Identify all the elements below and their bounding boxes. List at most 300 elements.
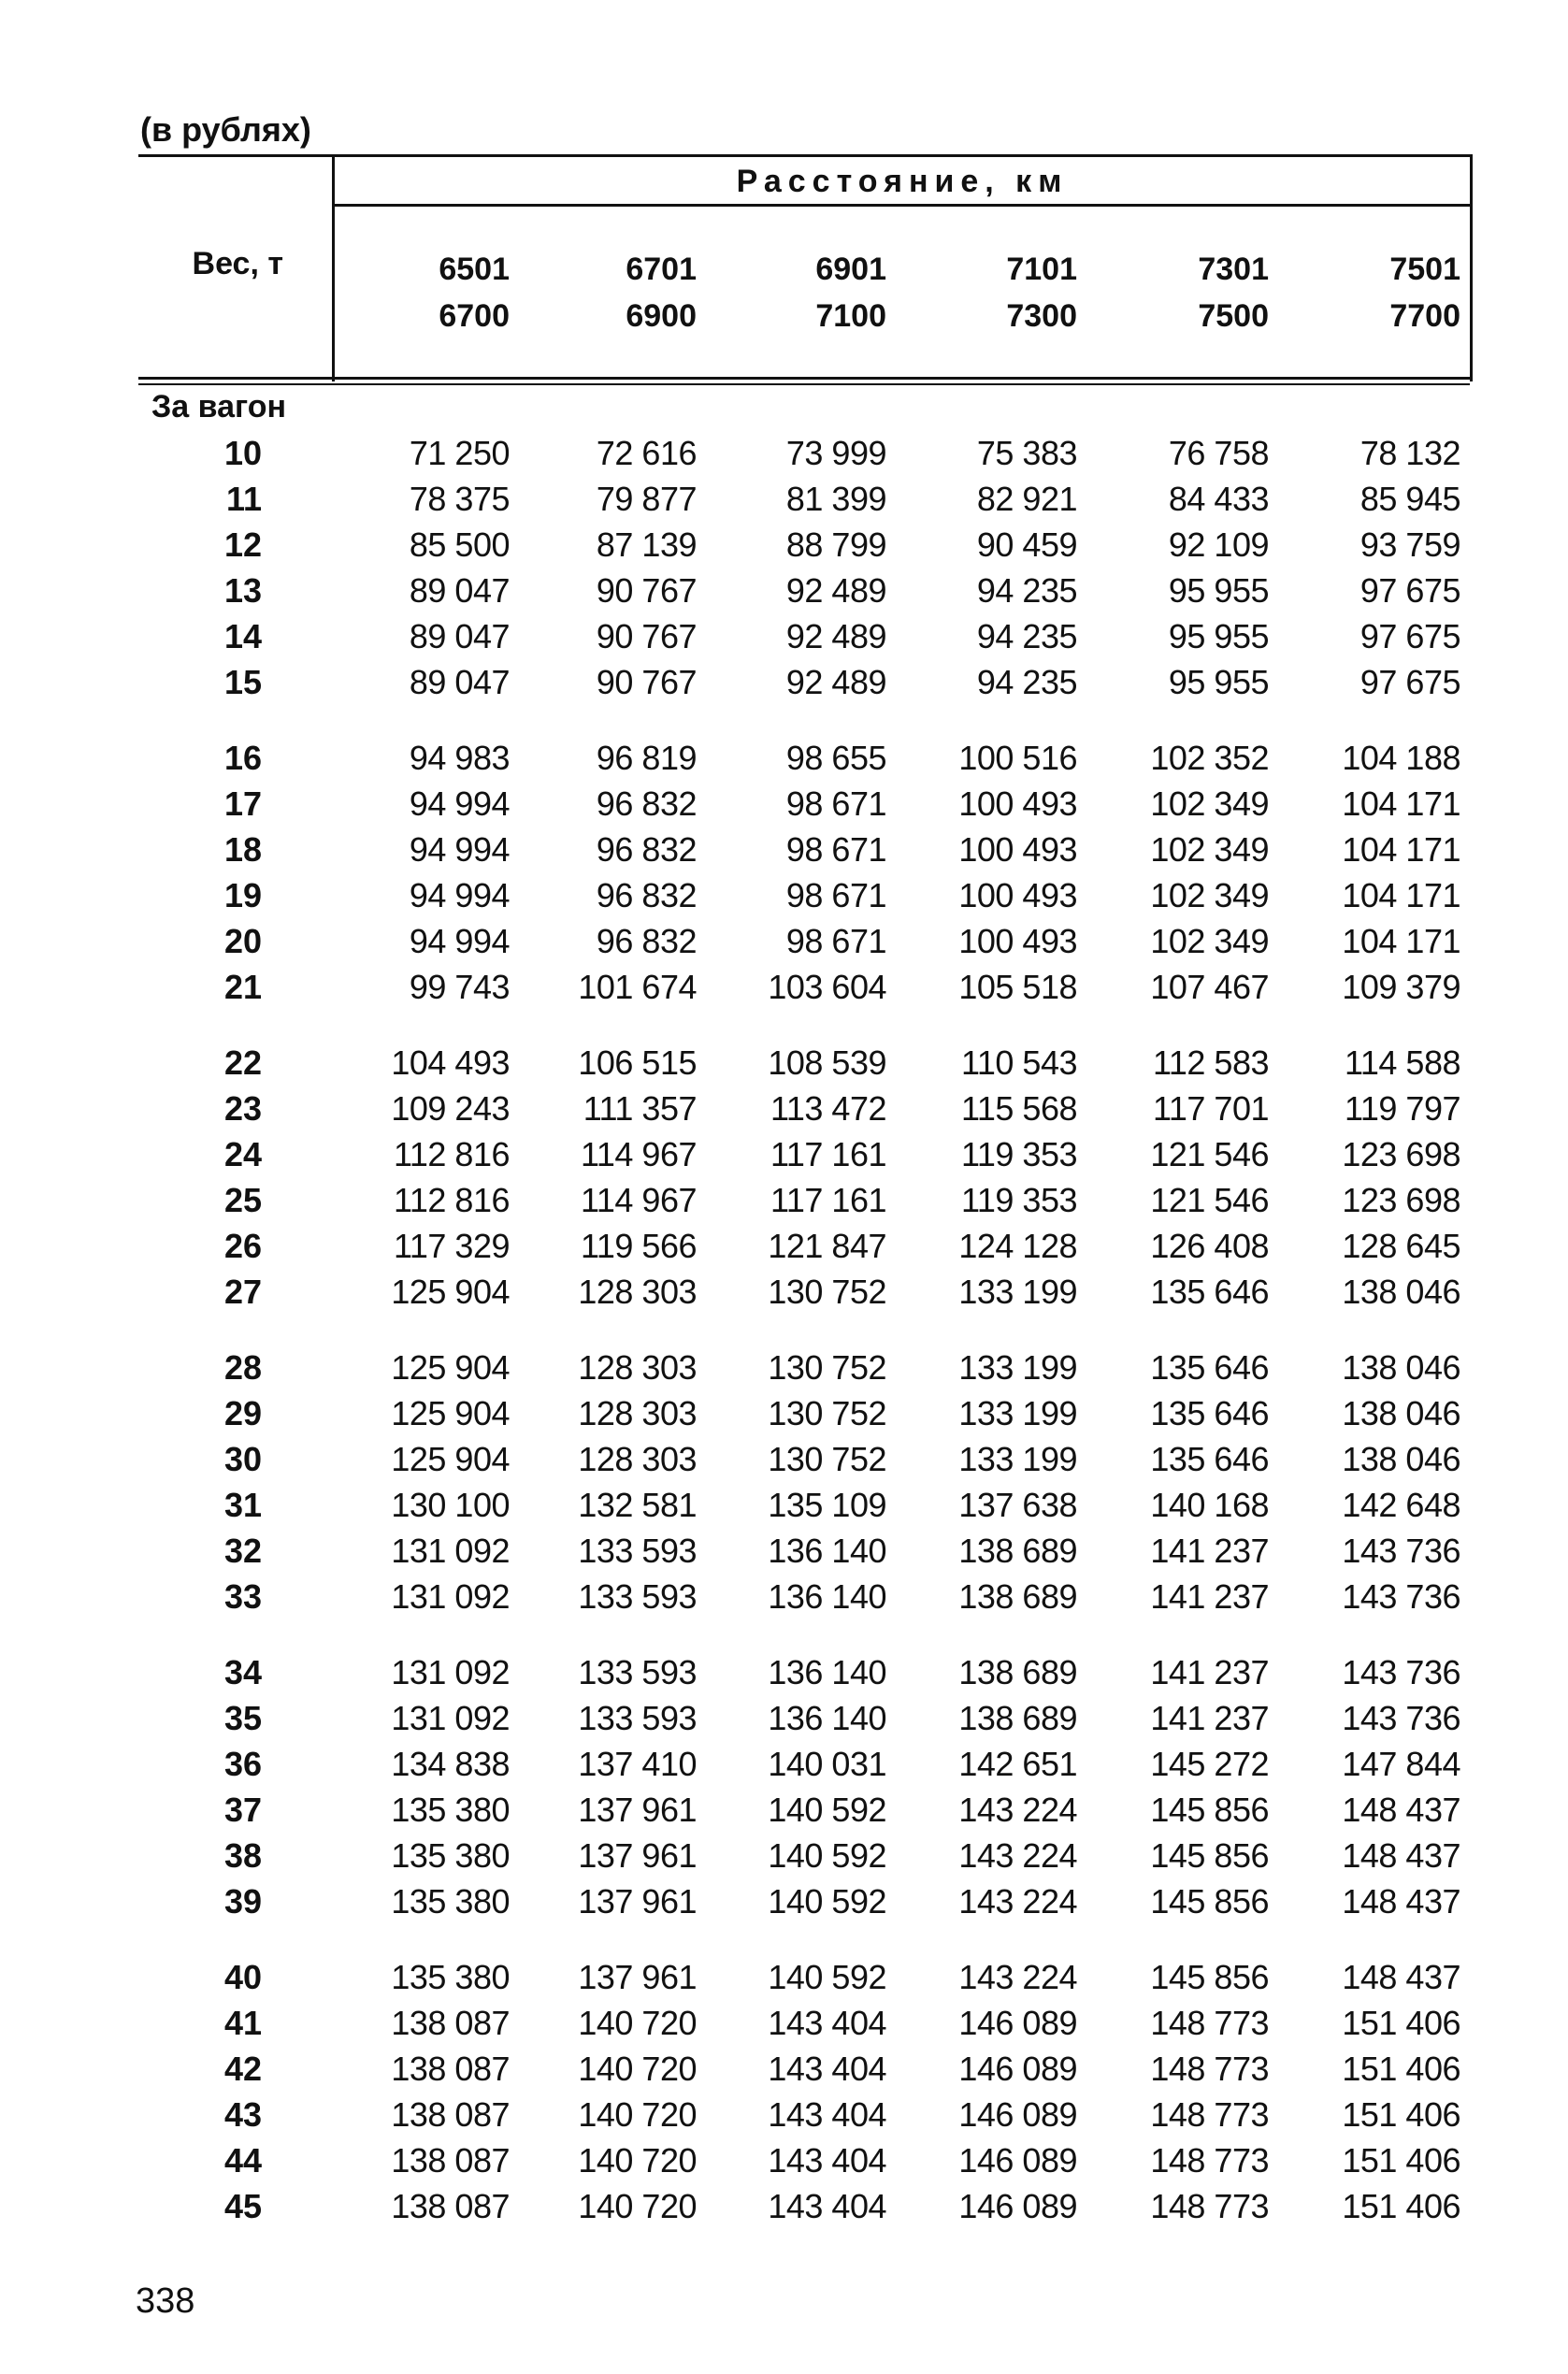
price-cell: 101 674 <box>578 968 697 1006</box>
price-cell: 151 406 <box>1342 2095 1460 2134</box>
price-cell: 133 199 <box>958 1348 1077 1387</box>
distance-range-to: 6900 <box>626 298 697 334</box>
price-cell: 135 380 <box>391 1882 510 1921</box>
distance-range-to: 7500 <box>1198 298 1269 334</box>
price-cell: 136 140 <box>768 1699 886 1737</box>
price-cell: 106 515 <box>578 1043 697 1082</box>
price-cell: 134 838 <box>391 1745 510 1783</box>
price-cell: 141 237 <box>1150 1577 1269 1616</box>
distance-range-to: 7300 <box>1006 298 1077 334</box>
price-cell: 136 140 <box>768 1577 886 1616</box>
price-cell: 126 408 <box>1150 1227 1269 1265</box>
price-cell: 82 921 <box>976 480 1077 518</box>
distance-range-from: 7501 <box>1389 252 1460 287</box>
table-row <box>0 1528 1568 1574</box>
price-cell: 138 046 <box>1342 1394 1460 1432</box>
distance-range-from: 6901 <box>815 252 886 287</box>
price-cell: 138 087 <box>391 2141 510 2180</box>
price-cell: 148 773 <box>1150 2095 1269 2134</box>
price-cell: 137 961 <box>578 1958 697 1996</box>
distance-range-to: 6700 <box>439 298 510 334</box>
table-row <box>0 2092 1568 2137</box>
price-cell: 98 655 <box>785 739 886 777</box>
price-cell: 119 353 <box>961 1181 1077 1219</box>
weight-cell: 26 <box>223 1227 262 1265</box>
weight-cell: 44 <box>223 2141 262 2180</box>
price-cell: 147 844 <box>1342 1745 1460 1783</box>
price-cell: 92 109 <box>1168 525 1269 564</box>
price-cell: 95 955 <box>1168 571 1269 610</box>
price-cell: 143 404 <box>768 2141 886 2180</box>
weight-cell: 13 <box>223 571 262 610</box>
tariff-table-body <box>0 430 1568 2259</box>
weight-cell: 27 <box>223 1273 262 1311</box>
weight-cell: 30 <box>223 1440 262 1478</box>
price-cell: 123 698 <box>1342 1135 1460 1173</box>
price-cell: 130 100 <box>391 1486 510 1524</box>
price-cell: 117 161 <box>770 1181 886 1219</box>
price-cell: 141 237 <box>1150 1653 1269 1691</box>
weight-cell: 21 <box>223 968 262 1006</box>
price-cell: 81 399 <box>785 480 886 518</box>
table-row <box>0 1574 1568 1619</box>
price-cell: 110 543 <box>961 1043 1077 1082</box>
price-cell: 135 380 <box>391 1791 510 1829</box>
table-row <box>0 918 1568 964</box>
price-cell: 125 904 <box>391 1273 510 1311</box>
weight-cell: 32 <box>223 1532 262 1570</box>
weight-cell: 18 <box>223 830 262 869</box>
section-label: За вагон <box>151 389 287 424</box>
table-row <box>0 964 1568 1010</box>
weight-cell: 12 <box>223 525 262 564</box>
price-cell: 148 437 <box>1342 1791 1460 1829</box>
table-row <box>0 1269 1568 1315</box>
price-cell: 104 171 <box>1342 830 1460 869</box>
price-cell: 90 459 <box>976 525 1077 564</box>
price-cell: 148 773 <box>1150 2187 1269 2225</box>
price-cell: 128 303 <box>578 1348 697 1387</box>
price-cell: 131 092 <box>391 1532 510 1570</box>
price-cell: 89 047 <box>409 617 510 655</box>
price-cell: 140 592 <box>768 1836 886 1875</box>
table-row <box>0 1954 1568 2000</box>
price-cell: 137 961 <box>578 1882 697 1921</box>
price-cell: 94 235 <box>976 617 1077 655</box>
price-cell: 104 171 <box>1342 784 1460 823</box>
price-cell: 151 406 <box>1342 2141 1460 2180</box>
weight-cell: 29 <box>223 1394 262 1432</box>
distance-range-3 <box>746 246 886 339</box>
price-cell: 140 168 <box>1150 1486 1269 1524</box>
weight-cell: 10 <box>223 434 262 472</box>
table-row <box>0 1878 1568 1924</box>
price-cell: 95 955 <box>1168 617 1269 655</box>
price-cell: 135 109 <box>768 1486 886 1524</box>
price-cell: 140 592 <box>768 1958 886 1996</box>
table-row <box>0 1040 1568 1086</box>
weight-cell: 23 <box>223 1089 262 1128</box>
price-cell: 142 651 <box>958 1745 1077 1783</box>
weight-cell: 42 <box>223 2050 262 2088</box>
row-group <box>0 1345 1568 1619</box>
price-cell: 143 736 <box>1342 1577 1460 1616</box>
weight-cell: 37 <box>223 1791 262 1829</box>
price-cell: 100 493 <box>958 922 1077 960</box>
distance-range-to: 7700 <box>1389 298 1460 334</box>
table-row <box>0 1695 1568 1741</box>
price-cell: 102 349 <box>1150 876 1269 914</box>
price-cell: 123 698 <box>1342 1181 1460 1219</box>
weight-cell: 11 <box>225 480 262 518</box>
table-row <box>0 1086 1568 1131</box>
price-cell: 121 847 <box>768 1227 886 1265</box>
unit-label: (в рублях) <box>140 110 311 149</box>
price-cell: 124 128 <box>958 1227 1077 1265</box>
price-cell: 138 087 <box>391 2095 510 2134</box>
weight-cell: 39 <box>223 1882 262 1921</box>
distance-range-from: 6501 <box>439 252 510 287</box>
price-cell: 117 161 <box>770 1135 886 1173</box>
price-cell: 94 235 <box>976 571 1077 610</box>
price-cell: 104 171 <box>1342 876 1460 914</box>
price-cell: 140 720 <box>578 2050 697 2088</box>
price-cell: 140 720 <box>578 2187 697 2225</box>
table-row <box>0 1482 1568 1528</box>
price-cell: 100 493 <box>958 830 1077 869</box>
price-cell: 125 904 <box>391 1394 510 1432</box>
row-group <box>0 1954 1568 2229</box>
price-cell: 102 349 <box>1150 830 1269 869</box>
price-cell: 143 736 <box>1342 1653 1460 1691</box>
price-cell: 138 046 <box>1342 1273 1460 1311</box>
distance-range-from: 7101 <box>1006 252 1077 287</box>
price-cell: 98 671 <box>785 784 886 823</box>
price-cell: 138 046 <box>1342 1440 1460 1478</box>
header-bottom-rule <box>138 377 1470 380</box>
table-row <box>0 476 1568 522</box>
price-cell: 114 967 <box>581 1181 697 1219</box>
table-row <box>0 2046 1568 2092</box>
price-cell: 140 720 <box>578 2141 697 2180</box>
price-cell: 135 646 <box>1150 1394 1269 1432</box>
price-cell: 143 404 <box>768 2050 886 2088</box>
price-cell: 146 089 <box>958 2141 1077 2180</box>
weight-cell: 31 <box>223 1486 262 1524</box>
price-cell: 146 089 <box>958 2050 1077 2088</box>
distance-range-5 <box>1129 246 1269 339</box>
table-row <box>0 1833 1568 1878</box>
price-cell: 88 799 <box>785 525 886 564</box>
price-cell: 148 437 <box>1342 1836 1460 1875</box>
price-cell: 79 877 <box>596 480 697 518</box>
price-cell: 104 171 <box>1342 922 1460 960</box>
price-cell: 136 140 <box>768 1653 886 1691</box>
weight-cell: 33 <box>223 1577 262 1616</box>
table-row <box>0 430 1568 476</box>
price-cell: 98 671 <box>785 876 886 914</box>
price-cell: 108 539 <box>768 1043 886 1082</box>
row-group <box>0 430 1568 705</box>
price-cell: 112 816 <box>394 1135 510 1173</box>
price-cell: 140 720 <box>578 2004 697 2042</box>
price-cell: 89 047 <box>409 663 510 701</box>
price-cell: 143 736 <box>1342 1532 1460 1570</box>
weight-cell: 17 <box>223 784 262 823</box>
weight-cell: 20 <box>223 922 262 960</box>
distance-range-6 <box>1320 246 1460 339</box>
price-cell: 145 856 <box>1150 1836 1269 1875</box>
price-cell: 141 237 <box>1150 1699 1269 1737</box>
header-top-rule <box>138 154 332 157</box>
price-cell: 128 303 <box>578 1273 697 1311</box>
price-cell: 114 967 <box>581 1135 697 1173</box>
price-cell: 145 856 <box>1150 1958 1269 1996</box>
table-row <box>0 659 1568 705</box>
price-cell: 130 752 <box>768 1394 886 1432</box>
price-cell: 131 092 <box>391 1653 510 1691</box>
distance-header: Расстояние, км <box>335 157 1470 207</box>
price-cell: 105 518 <box>958 968 1077 1006</box>
distance-range-to: 7100 <box>815 298 886 334</box>
weight-cell: 19 <box>223 876 262 914</box>
price-cell: 143 224 <box>958 1882 1077 1921</box>
price-cell: 148 773 <box>1150 2141 1269 2180</box>
table-row <box>0 568 1568 613</box>
table-row <box>0 2137 1568 2183</box>
price-cell: 114 588 <box>1345 1043 1460 1082</box>
price-cell: 131 092 <box>391 1577 510 1616</box>
table-row <box>0 781 1568 827</box>
price-cell: 137 961 <box>578 1836 697 1875</box>
price-cell: 145 856 <box>1150 1791 1269 1829</box>
price-cell: 94 994 <box>409 784 510 823</box>
price-cell: 131 092 <box>391 1699 510 1737</box>
price-cell: 95 955 <box>1168 663 1269 701</box>
price-cell: 138 087 <box>391 2187 510 2225</box>
price-cell: 119 566 <box>581 1227 697 1265</box>
price-cell: 138 689 <box>958 1532 1077 1570</box>
price-cell: 100 516 <box>958 739 1077 777</box>
weight-cell: 15 <box>223 663 262 701</box>
price-cell: 94 983 <box>409 739 510 777</box>
distance-range-1 <box>369 246 510 339</box>
price-cell: 141 237 <box>1150 1532 1269 1570</box>
row-group <box>0 735 1568 1010</box>
price-cell: 137 410 <box>578 1745 697 1783</box>
weight-cell: 16 <box>223 739 262 777</box>
table-row <box>0 1223 1568 1269</box>
price-cell: 143 404 <box>768 2004 886 2042</box>
price-cell: 137 961 <box>578 1791 697 1829</box>
price-cell: 136 140 <box>768 1532 886 1570</box>
table-row <box>0 1345 1568 1390</box>
price-cell: 76 758 <box>1168 434 1269 472</box>
price-cell: 140 720 <box>578 2095 697 2134</box>
distance-range-4 <box>937 246 1077 339</box>
table-row <box>0 1787 1568 1833</box>
table-row <box>0 1177 1568 1223</box>
price-cell: 96 832 <box>596 784 697 823</box>
weight-cell: 36 <box>223 1745 262 1783</box>
weight-cell: 38 <box>223 1836 262 1875</box>
table-row <box>0 1131 1568 1177</box>
price-cell: 143 224 <box>958 1958 1077 1996</box>
price-cell: 96 819 <box>596 739 697 777</box>
weight-cell: 25 <box>223 1181 262 1219</box>
price-cell: 111 357 <box>583 1089 697 1128</box>
table-row <box>0 1436 1568 1482</box>
price-cell: 138 689 <box>958 1577 1077 1616</box>
price-cell: 109 243 <box>391 1089 510 1128</box>
price-cell: 148 437 <box>1342 1958 1460 1996</box>
price-cell: 97 675 <box>1359 617 1460 655</box>
price-cell: 90 767 <box>596 663 697 701</box>
weight-cell: 41 <box>223 2004 262 2042</box>
price-cell: 125 904 <box>391 1440 510 1478</box>
price-cell: 130 752 <box>768 1348 886 1387</box>
price-cell: 85 945 <box>1359 480 1460 518</box>
price-cell: 97 675 <box>1359 663 1460 701</box>
price-cell: 117 329 <box>394 1227 510 1265</box>
price-cell: 128 645 <box>1342 1227 1460 1265</box>
weight-cell: 40 <box>223 1958 262 1996</box>
price-cell: 151 406 <box>1342 2187 1460 2225</box>
price-cell: 145 856 <box>1150 1882 1269 1921</box>
price-cell: 104 493 <box>391 1043 510 1082</box>
price-cell: 146 089 <box>958 2187 1077 2225</box>
price-cell: 135 646 <box>1150 1348 1269 1387</box>
price-cell: 132 581 <box>578 1486 697 1524</box>
price-cell: 92 489 <box>785 571 886 610</box>
row-group <box>0 1040 1568 1315</box>
price-cell: 75 383 <box>976 434 1077 472</box>
weight-cell: 28 <box>223 1348 262 1387</box>
price-cell: 87 139 <box>596 525 697 564</box>
price-cell: 100 493 <box>958 876 1077 914</box>
price-cell: 78 375 <box>409 480 510 518</box>
price-cell: 148 773 <box>1150 2050 1269 2088</box>
table-row <box>0 2000 1568 2046</box>
price-cell: 99 743 <box>409 968 510 1006</box>
price-cell: 135 646 <box>1150 1440 1269 1478</box>
price-cell: 96 832 <box>596 830 697 869</box>
weight-column-header: Вес, т <box>192 246 283 281</box>
price-cell: 119 353 <box>961 1135 1077 1173</box>
price-cell: 71 250 <box>409 434 510 472</box>
table-row <box>0 872 1568 918</box>
price-cell: 148 773 <box>1150 2004 1269 2042</box>
price-cell: 73 999 <box>785 434 886 472</box>
price-cell: 125 904 <box>391 1348 510 1387</box>
price-cell: 72 616 <box>596 434 697 472</box>
price-cell: 97 675 <box>1359 571 1460 610</box>
table-row <box>0 522 1568 568</box>
price-cell: 130 752 <box>768 1440 886 1478</box>
weight-cell: 35 <box>223 1699 262 1737</box>
price-cell: 96 832 <box>596 922 697 960</box>
price-cell: 103 604 <box>768 968 886 1006</box>
price-cell: 138 046 <box>1342 1348 1460 1387</box>
price-cell: 130 752 <box>768 1273 886 1311</box>
price-cell: 143 224 <box>958 1791 1077 1829</box>
distance-range-from: 7301 <box>1198 252 1269 287</box>
price-cell: 145 272 <box>1150 1745 1269 1783</box>
row-group <box>0 1649 1568 1924</box>
price-cell: 133 593 <box>578 1699 697 1737</box>
header-bottom-rule-double <box>138 383 1470 385</box>
price-cell: 135 380 <box>391 1836 510 1875</box>
page-number: 338 <box>136 2281 195 2321</box>
weight-cell: 43 <box>223 2095 262 2134</box>
price-cell: 98 671 <box>785 830 886 869</box>
price-cell: 78 132 <box>1359 434 1460 472</box>
price-cell: 137 638 <box>958 1486 1077 1524</box>
table-row <box>0 1390 1568 1436</box>
table-row <box>0 827 1568 872</box>
price-cell: 113 472 <box>770 1089 886 1128</box>
distance-range-from: 6701 <box>626 252 697 287</box>
table-row <box>0 1649 1568 1695</box>
price-cell: 140 592 <box>768 1882 886 1921</box>
price-cell: 92 489 <box>785 617 886 655</box>
weight-cell: 14 <box>223 617 262 655</box>
table-row <box>0 613 1568 659</box>
price-cell: 128 303 <box>578 1394 697 1432</box>
price-cell: 138 087 <box>391 2004 510 2042</box>
table-header <box>138 154 1470 384</box>
price-cell: 96 832 <box>596 876 697 914</box>
price-cell: 135 380 <box>391 1958 510 1996</box>
price-cell: 128 303 <box>578 1440 697 1478</box>
price-cell: 146 089 <box>958 2095 1077 2134</box>
price-cell: 84 433 <box>1168 480 1269 518</box>
price-cell: 115 568 <box>961 1089 1077 1128</box>
price-cell: 140 031 <box>768 1745 886 1783</box>
price-cell: 98 671 <box>785 922 886 960</box>
price-cell: 148 437 <box>1342 1882 1460 1921</box>
price-cell: 133 593 <box>578 1577 697 1616</box>
price-cell: 89 047 <box>409 571 510 610</box>
price-cell: 117 701 <box>1153 1089 1269 1128</box>
price-cell: 151 406 <box>1342 2050 1460 2088</box>
price-cell: 143 404 <box>768 2095 886 2134</box>
price-cell: 146 089 <box>958 2004 1077 2042</box>
price-cell: 112 583 <box>1153 1043 1269 1082</box>
price-cell: 85 500 <box>409 525 510 564</box>
price-cell: 102 352 <box>1150 739 1269 777</box>
price-cell: 138 689 <box>958 1653 1077 1691</box>
price-cell: 94 994 <box>409 922 510 960</box>
price-cell: 90 767 <box>596 617 697 655</box>
price-cell: 133 199 <box>958 1440 1077 1478</box>
price-cell: 93 759 <box>1359 525 1460 564</box>
price-cell: 151 406 <box>1342 2004 1460 2042</box>
weight-cell: 24 <box>223 1135 262 1173</box>
price-cell: 133 199 <box>958 1394 1077 1432</box>
table-row <box>0 1741 1568 1787</box>
price-cell: 102 349 <box>1150 922 1269 960</box>
price-cell: 107 467 <box>1150 968 1269 1006</box>
price-cell: 133 593 <box>578 1653 697 1691</box>
price-cell: 140 592 <box>768 1791 886 1829</box>
price-cell: 133 199 <box>958 1273 1077 1311</box>
price-cell: 121 546 <box>1150 1181 1269 1219</box>
price-cell: 94 994 <box>409 876 510 914</box>
price-cell: 112 816 <box>394 1181 510 1219</box>
table-row <box>0 2183 1568 2229</box>
price-cell: 143 224 <box>958 1836 1077 1875</box>
